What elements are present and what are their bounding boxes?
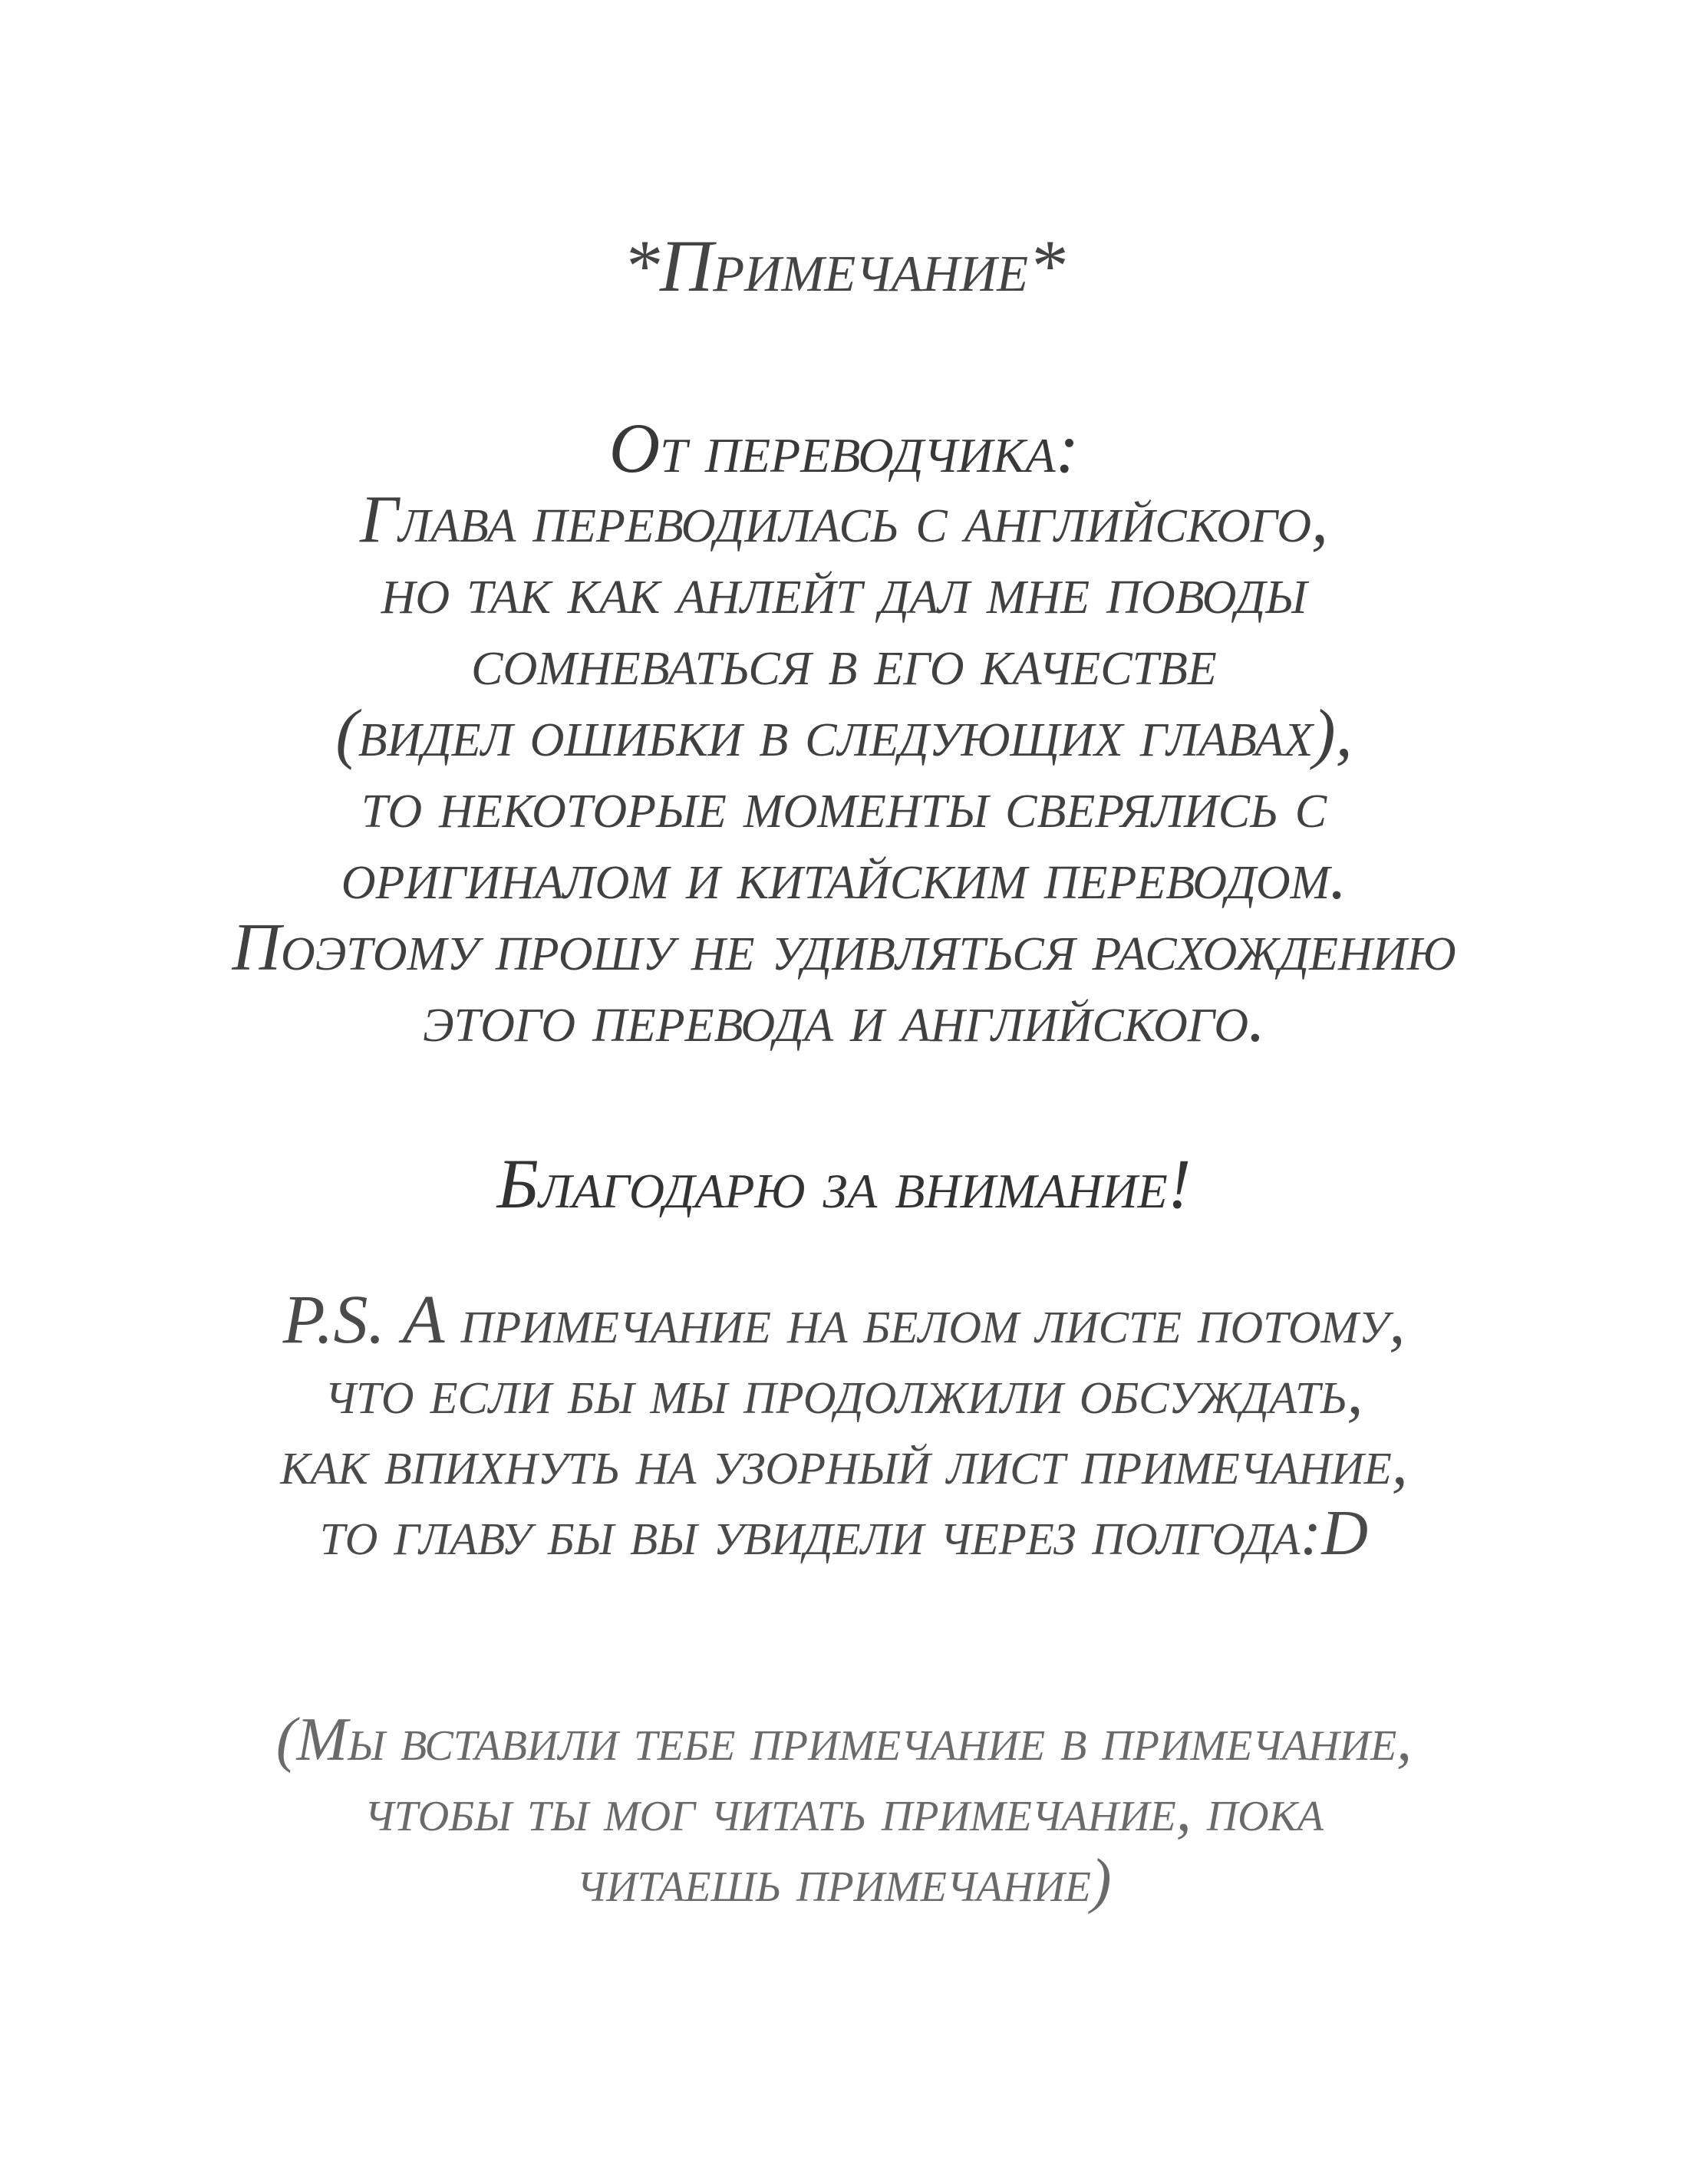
postscript-line: примечание на белом листе потому, (460, 1286, 1406, 1357)
note-title-text: *Примечание* (622, 225, 1066, 307)
translator-note-line: но так как анлейт дал мне поводы (381, 554, 1307, 628)
translator-note-line: сомневаться в его качестве (471, 625, 1217, 700)
translator-note-line: (видел ошибки в следующих главах), (335, 697, 1353, 771)
thanks-text: Благодарю за внимание! (496, 1145, 1192, 1223)
translator-note-line: Поэтому прошу не удивляться расхождению (232, 911, 1456, 985)
translator-note-line: оригиналом и китайским переводом. (341, 839, 1347, 914)
note-title (0, 224, 1688, 308)
translator-note-heading: От переводчика: (608, 409, 1080, 487)
translator-note-line: Глава переводилась с английского, (360, 483, 1328, 557)
translator-note (0, 409, 1688, 1056)
postscript-line: как впихнуть на узорный лист примечание, (280, 1427, 1408, 1498)
aside-note (0, 1705, 1688, 1916)
aside-line: (Мы вставили тебе примечание в примечание, (275, 1706, 1413, 1774)
postscript-first-line (0, 1282, 1688, 1358)
translator-note-line: этого перевода и английского. (422, 982, 1265, 1056)
postscript-lead: P.S. А (282, 1282, 445, 1358)
postscript-line: что если бы мы продолжили обсуждать, (325, 1356, 1363, 1428)
postscript (0, 1282, 1688, 1569)
thanks-message (0, 1141, 1688, 1226)
postscript-line: то главу бы вы увидели через полгода:D (319, 1497, 1369, 1569)
aside-line: чтобы ты мог читать примечание, пока (364, 1777, 1324, 1844)
aside-line: читаешь примечание) (576, 1847, 1112, 1915)
translator-note-line: то некоторые моменты сверялись с (361, 768, 1327, 842)
